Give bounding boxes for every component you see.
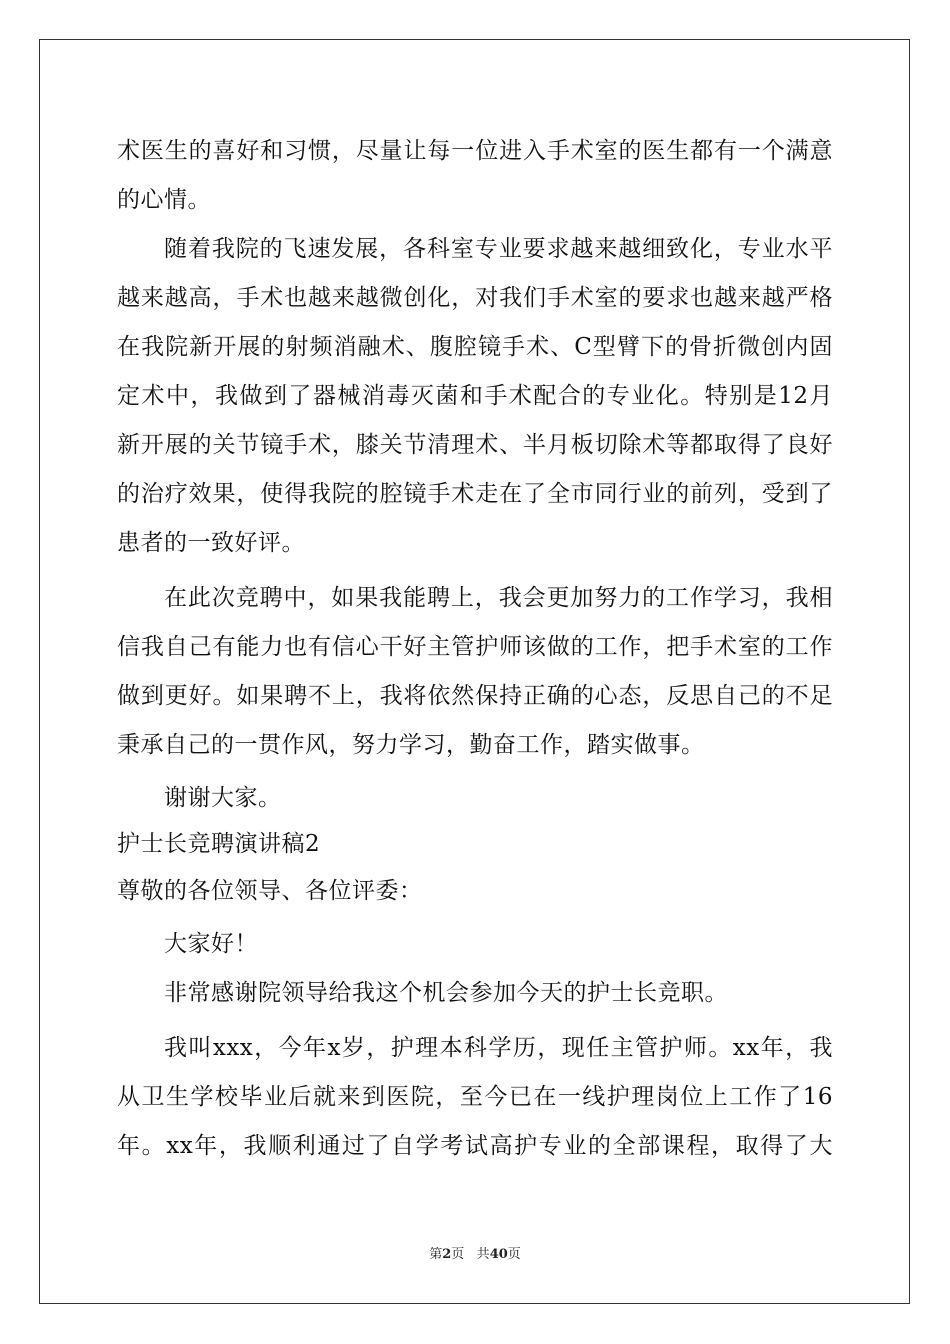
body-text-line: 的治疗效果，使得我院的腔镜手术走在了全市同行业的前列，受到了 (117, 481, 833, 507)
body-text-line: 的心情。 (117, 187, 211, 213)
body-text-line: 新开展的关节镜手术，膝关节清理术、半月板切除术等都取得了良好 (117, 432, 833, 458)
greeting: 大家好！ (164, 931, 258, 957)
page-footer (0, 1247, 950, 1263)
body-text-line: 在此次竞聘中，如果我能聘上，我会更加努力的工作学习，我相 (164, 585, 833, 611)
body-text-line: 秉承自己的一贯作风，努力学习，勤奋工作，踏实做事。 (117, 732, 705, 758)
body-text-line: 随着我院的飞速发展，各科室专业要求越来越细致化，专业水平 (164, 236, 833, 262)
footer-total-pages: 40 (489, 1247, 508, 1262)
footer-total-prefix: 共 (476, 1247, 490, 1262)
body-text-line: 做到更好。如果聘不上，我将依然保持正确的心态，反思自己的不足 (117, 683, 833, 709)
body-text-line: 我叫xxx，今年x岁，护理本科学历，现任主管护师。xx年，我 (164, 1035, 833, 1061)
footer-page-number: 2 (442, 1247, 452, 1262)
footer-page-suffix: 页 (451, 1247, 465, 1262)
closing-line: 谢谢大家。 (164, 785, 282, 811)
section-title: 护士长竞聘演讲稿2 (117, 831, 321, 857)
body-text-line: 年。xx年，我顺利通过了自学考试高护专业的全部课程，取得了大 (117, 1133, 833, 1159)
page-border (39, 39, 910, 1304)
body-text-line: 从卫生学校毕业后就来到医院，至今已在一线护理岗位上工作了16 (117, 1084, 833, 1110)
footer-page-prefix: 第 (429, 1247, 443, 1262)
footer-total-suffix: 页 (507, 1247, 521, 1262)
body-text-line: 在我院新开展的射频消融术、腹腔镜手术、C型臂下的骨折微创内固 (117, 334, 833, 360)
body-text-line: 信我自己有能力也有信心干好主管护师该做的工作，把手术室的工作 (117, 634, 833, 660)
body-text-line: 非常感谢院领导给我这个机会参加今天的护士长竞职。 (164, 980, 728, 1006)
salutation: 尊敬的各位领导、各位评委： (117, 878, 423, 904)
body-text-line: 患者的一致好评。 (117, 530, 305, 556)
body-text-line: 越来越高，手术也越来越微创化，对我们手术室的要求也越来越严格 (117, 285, 833, 311)
body-text-line: 术医生的喜好和习惯，尽量让每一位进入手术室的医生都有一个满意 (117, 138, 833, 164)
body-text-line: 定术中，我做到了器械消毒灭菌和手术配合的专业化。特别是12月 (117, 383, 833, 409)
